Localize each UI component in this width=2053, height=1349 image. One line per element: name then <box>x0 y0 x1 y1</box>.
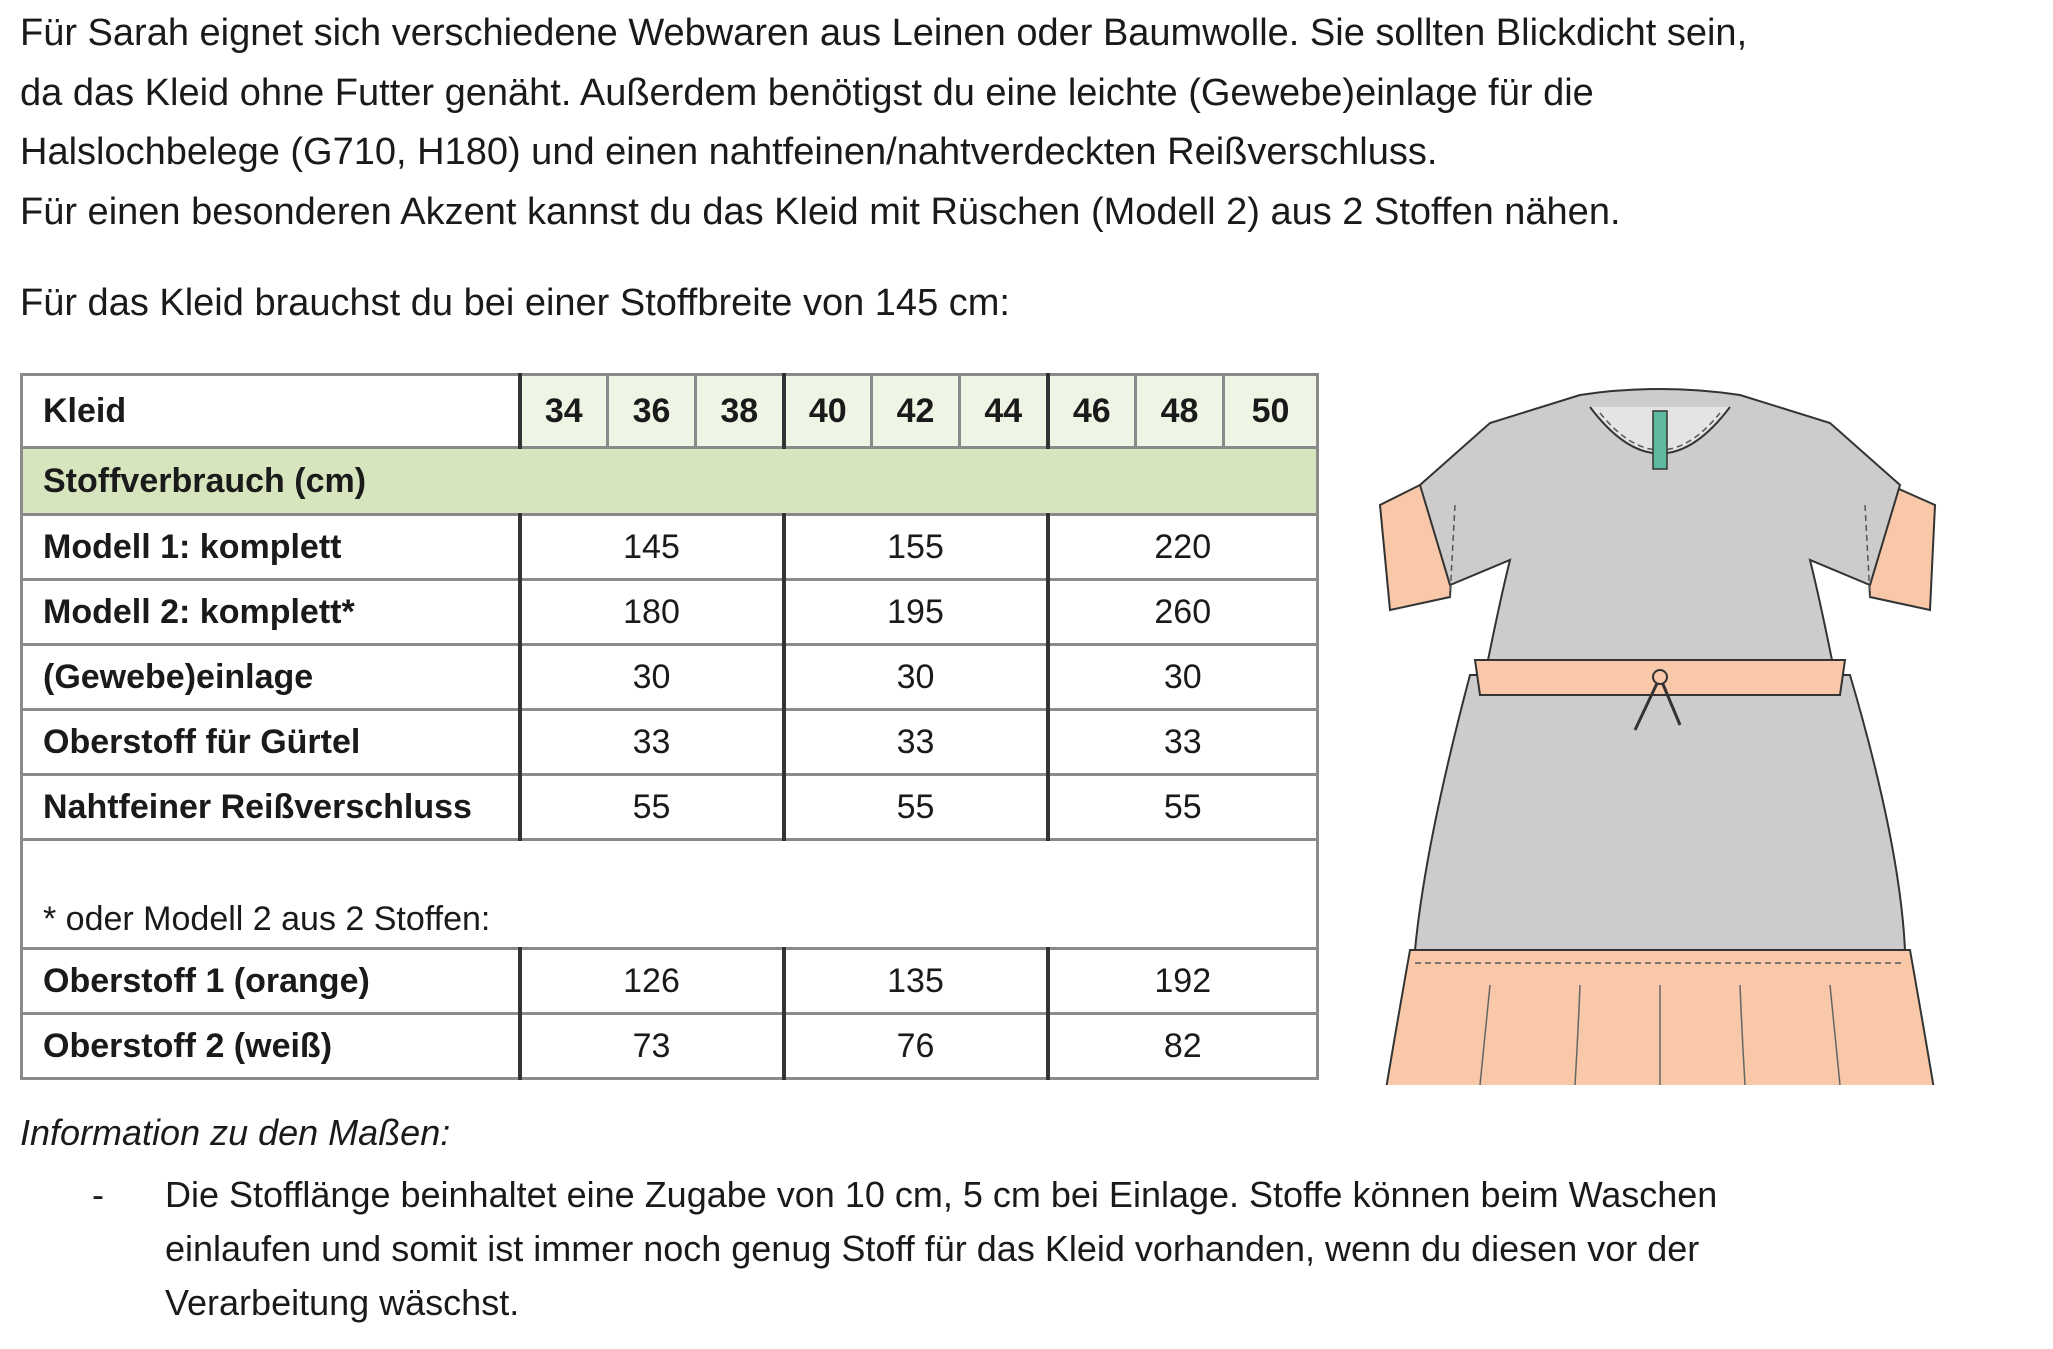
intro-line: Halslochbelege (G710, H180) und einen nahtfeinen/nahtverdeckten Reißverschluss. <box>20 131 1438 173</box>
zipper <box>1653 411 1667 469</box>
value-cell: 220 <box>1048 515 1318 580</box>
size-48: 48 <box>1136 375 1224 448</box>
row-label: (Gewebe)einlage <box>22 645 520 710</box>
info-title: Information zu den Maßen: <box>20 1112 451 1153</box>
value-cell: 145 <box>520 515 784 580</box>
table-row <box>22 515 1318 580</box>
row-label: Modell 2: komplett* <box>22 580 520 645</box>
value-cell: 33 <box>1048 710 1318 775</box>
intro-line: Für Sarah eignet sich verschiedene Webwaren aus Leinen oder Baumwolle. Sie sollten Blickdicht sein, <box>20 12 1748 54</box>
row-label: Nahtfeiner Reißverschluss <box>22 775 520 840</box>
size-46: 46 <box>1048 375 1136 448</box>
value-cell: 55 <box>520 775 784 840</box>
fabric-consumption-table <box>20 373 1319 1080</box>
section-row <box>22 448 1318 515</box>
value-cell: 30 <box>784 645 1048 710</box>
model-2-note: * oder Modell 2 aus 2 Stoffen: <box>22 840 1318 949</box>
info-text: Die Stofflänge beinhaltet eine Zugabe von 10 cm, 5 cm bei Einlage. Stoffe können beim Waschen einlaufen und somit ist immer noch genug Stoff für das Kleid vorhanden, wenn du diesen vor der Verarbeitung wäschst. <box>165 1174 1718 1323</box>
size-44: 44 <box>960 375 1048 448</box>
value-cell: 33 <box>520 710 784 775</box>
table-row <box>22 949 1318 1014</box>
fabric-width-lead: Für das Kleid brauchst du bei einer Stoffbreite von 145 cm: <box>20 282 1010 324</box>
value-cell: 55 <box>784 775 1048 840</box>
size-42: 42 <box>872 375 960 448</box>
size-38: 38 <box>696 375 784 448</box>
value-cell: 155 <box>784 515 1048 580</box>
value-cell: 76 <box>784 1014 1048 1079</box>
header-label: Kleid <box>22 375 520 448</box>
intro-line: Für einen besonderen Akzent kannst du das Kleid mit Rüschen (Modell 2) aus 2 Stoffen nähen. <box>20 190 1621 233</box>
value-cell: 192 <box>1048 949 1318 1014</box>
row-label: Oberstoff 1 (orange) <box>22 949 520 1014</box>
value-cell: 195 <box>784 580 1048 645</box>
value-cell: 260 <box>1048 580 1318 645</box>
value-cell: 55 <box>1048 775 1318 840</box>
value-cell: 180 <box>520 580 784 645</box>
size-40: 40 <box>784 375 872 448</box>
intro-paragraph <box>20 4 1900 242</box>
row-label: Oberstoff 2 (weiß) <box>22 1014 520 1079</box>
size-34: 34 <box>520 375 608 448</box>
row-label: Modell 1: komplett <box>22 515 520 580</box>
value-cell: 126 <box>520 949 784 1014</box>
value-cell: 73 <box>520 1014 784 1079</box>
size-36: 36 <box>608 375 696 448</box>
table-row <box>22 710 1318 775</box>
table-row <box>22 645 1318 710</box>
value-cell: 30 <box>520 645 784 710</box>
bullet-dash: - <box>92 1174 104 1215</box>
value-cell: 33 <box>784 710 1048 775</box>
note-row <box>22 840 1318 949</box>
table-row <box>22 1014 1318 1079</box>
section-label: Stoffverbrauch (cm) <box>22 448 1318 515</box>
table-row <box>22 580 1318 645</box>
value-cell: 30 <box>1048 645 1318 710</box>
row-label: Oberstoff für Gürtel <box>22 710 520 775</box>
dress-illustration <box>1360 385 1960 1085</box>
size-50: 50 <box>1224 375 1318 448</box>
value-cell: 82 <box>1048 1014 1318 1079</box>
table-row <box>22 775 1318 840</box>
size-header-row <box>22 375 1318 448</box>
value-cell: 135 <box>784 949 1048 1014</box>
intro-line: da das Kleid ohne Futter genäht. Außerdem benötigst du eine leichte (Gewebe)einlage für die <box>20 71 1594 114</box>
